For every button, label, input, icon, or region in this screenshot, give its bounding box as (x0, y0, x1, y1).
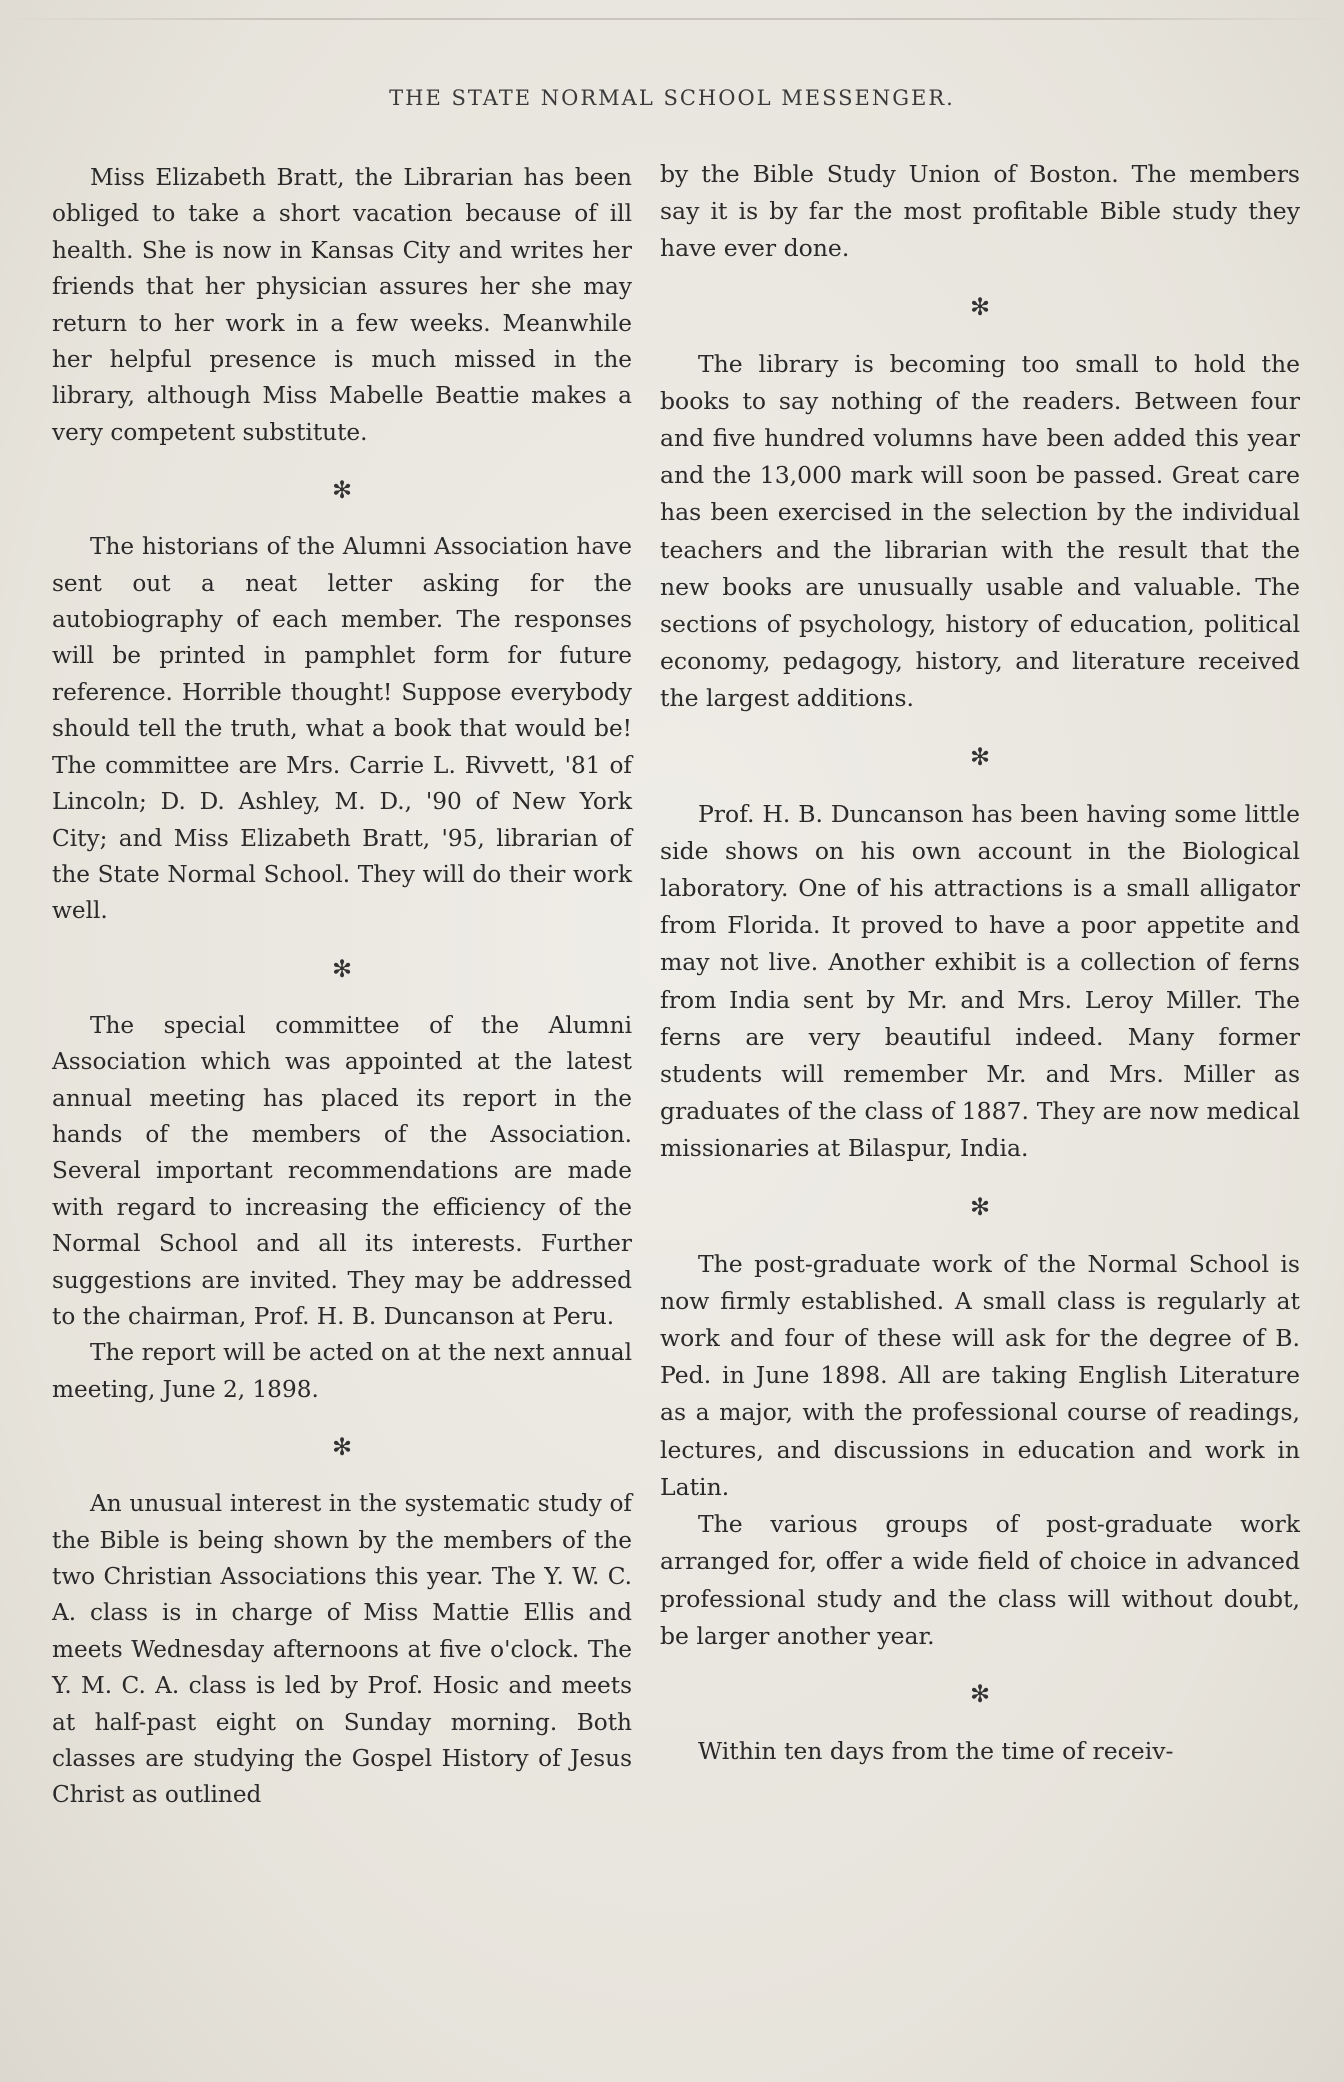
article-post-graduate: The post-graduate work of the Normal School is now firmly established. A small class is regularly at work and four of these will ask for the degree of B. Ped. in June 1898. All are taking English Literature as a major, with the professional course of readings, lectures, and discussions in education and work in Latin. (660, 1249, 1300, 1501)
article-committee: The special committee of the Alumni Association which was appointed at the latest annual meeting has placed its report in the hands of the members of the Association. Several important recommendations are made with regard to increasing the efficiency of the Normal School and all its interests. Further suggestions are invited. They may be addressed to the chairman, Prof. H. B. Duncanson at Peru. (52, 1011, 632, 1330)
page-header: THE STATE NORMAL SCHOOL MESSENGER. (389, 86, 955, 110)
ornament-icon: ✻ (969, 742, 991, 771)
left-column (52, 160, 632, 1814)
article-post-graduate-groups: The various groups of post-graduate work arranged for, offer a wide field of choice in advanced professional study and the class will without doubt, be larger another year. (660, 1510, 1300, 1650)
article-historians: The historians of the Alumni Association have sent out a neat letter asking for the autobiography of each member. The responses will be printed in pamphlet form for future reference. Horrible thought! Suppose everybody should tell the truth, what a book that would be! The committee are Mrs. Carrie L. Rivvett, '81 of Lincoln; D. D. Ashley, M. D., '90 of New York City; and Miss Elizabeth Bratt, '95, librarian of the State Normal School. They will do their work well. (52, 533, 632, 925)
ornament-icon: ✻ (969, 1679, 991, 1708)
article-within-ten-days: Within ten days from the time of receiv- (698, 1736, 1174, 1765)
article-library: The library is becoming too small to hold the books to say nothing of the readers. Between four and five hundred volumns have been added this year and the 13,000 mark will soon be passed. Great care has been exercised in the selection by the individual teachers and the librarian with the result that the new books are unusually usable and valuable. The sections of psychology, history of education, political economy, pedagogy, history, and literature received the largest additions. (660, 349, 1300, 713)
article-bible-study: An unusual interest in the systematic study of the Bible is being shown by the members of the two Christian Associations this year. The Y. W. C. A. class is in charge of Miss Mattie Ellis and meets Wednesday afternoons at five o'clock. The Y. M. C. A. class is led by Prof. Hosic and meets at half-past eight on Sunday morning. Both classes are studying the Gospel History of Jesus Christ as outlined (52, 1490, 632, 1809)
ornament-icon: ✻ (331, 954, 353, 983)
ornament-icon: ✻ (331, 1433, 353, 1462)
right-column (660, 156, 1300, 1770)
article-committee-report: The report will be acted on at the next annual meeting, June 2, 1898. (52, 1339, 632, 1403)
ornament-icon: ✻ (969, 1192, 991, 1221)
article-librarian: Miss Elizabeth Bratt, the Librarian has been obliged to take a short vacation because of ill health. She is now in Kansas City and writes her friends that her physician assures her she may return to her work in a few weeks. Meanwhile her helpful presence is much missed in the library, although Miss Mabelle Beattie makes a very competent substitute. (52, 164, 632, 446)
article-bible-study-continued: by the Bible Study Union of Boston. The members say it is by far the most profitable Bible study they have ever done. (660, 160, 1300, 263)
article-duncanson: Prof. H. B. Duncanson has been having some little side shows on his own account in the Biological laboratory. One of his attractions is a small alligator from Florida. It proved to have a poor appetite and may not live. Another exhibit is a collection of ferns from India sent by Mr. and Mrs. Leroy Miller. The ferns are very beautiful indeed. Many former students will remember Mr. and Mrs. Miller as graduates of the class of 1887. They are now medical missionaries at Bilaspur, India. (660, 799, 1300, 1163)
top-edge (0, 18, 1344, 20)
ornament-icon: ✻ (331, 476, 353, 505)
ornament-icon: ✻ (969, 292, 991, 321)
